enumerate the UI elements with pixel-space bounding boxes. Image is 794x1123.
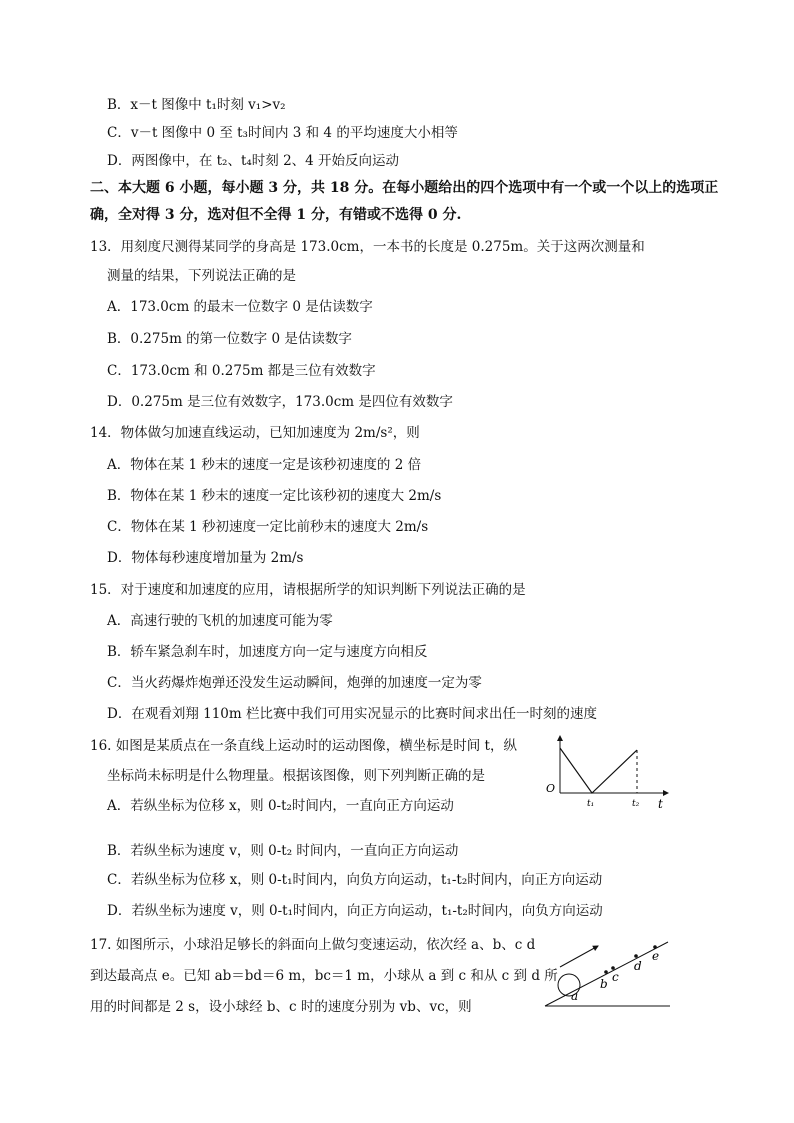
q15-option-d: D．在观看刘翔 110m 栏比赛中我们可用实况显示的比赛时间求出任一时刻的速度 — [107, 706, 597, 722]
point-d — [634, 954, 638, 958]
graph-line — [560, 748, 637, 793]
t1-label: t₁ — [587, 799, 595, 809]
q14-stem: 14．物体做匀加速直线运动，已知加速度为 2m/s²，则 — [90, 425, 420, 441]
section-heading-line1: 二、本大题 6 小题，每小题 3 分，共 18 分。在每小题给出的四个选项中有一个或一个以上的选项正 — [90, 180, 719, 196]
q15-option-b: B．轿车紧急刹车时，加速度方向一定与速度方向相反 — [107, 644, 428, 660]
q13-option-d: D．0.275m 是三位有效数字，173.0cm 是四位有效数字 — [107, 394, 453, 410]
t-axis-label: t — [658, 797, 663, 811]
q15-stem: 15．对于速度和加速度的应用，请根据所学的知识判断下列说法正确的是 — [90, 582, 526, 598]
q16-stem-line1: 16. 如图是某质点在一条直线上运动时的运动图像，横坐标是时间 t，纵 — [90, 738, 517, 754]
q17-stem-line1: 17. 如图所示，小球沿足够长的斜面向上做匀变速运动，依次经 a、b、c d — [90, 937, 536, 953]
q13-option-b: B．0.275m 的第一位数字 0 是估读数字 — [107, 331, 352, 347]
q16-option-a: A．若纵坐标为位移 x，则 0-t₂时间内，一直向正方向运动 — [107, 798, 454, 814]
q16-option-d: D．若纵坐标为速度 v，则 0-t₁时间内，向正方向运动，t₁-t₂时间内，向负方向运动 — [107, 903, 603, 919]
q13-option-a: A．173.0cm 的最末一位数字 0 是估读数字 — [107, 299, 373, 315]
motion-arrow — [560, 946, 598, 967]
point-b — [604, 970, 608, 974]
option-d-prev: D．两图像中，在 t₂、t₄时刻 2、4 开始反向运动 — [107, 153, 400, 169]
label-d: d — [634, 959, 642, 973]
q17-stem-line3: 用的时间都是 2 s，设小球经 b、c 时的速度分别为 vb、vc，则 — [90, 999, 472, 1015]
q13-option-c: C．173.0cm 和 0.275m 都是三位有效数字 — [107, 363, 376, 379]
label-c: c — [612, 970, 619, 984]
option-c-prev: C．v－t 图像中 0 至 t₃时间内 3 和 4 的平均速度大小相等 — [107, 125, 458, 141]
q14-option-a: A．物体在某 1 秒末的速度一定是该秒初速度的 2 倍 — [107, 457, 422, 473]
q14-option-b: B．物体在某 1 秒末的速度一定比该秒初的速度大 2m/s — [107, 488, 442, 504]
origin-label: O — [546, 782, 556, 795]
q17-incline-figure — [540, 930, 675, 1012]
label-e: e — [652, 949, 660, 963]
q16-stem-line2: 坐标尚未标明是什么物理量。根据该图像，则下列判断正确的是 — [107, 768, 485, 784]
incline-line — [545, 942, 668, 1006]
q14-option-c: C．物体在某 1 秒初速度一定比前秒末的速度大 2m/s — [107, 519, 429, 535]
q13-stem-line1: 13．用刻度尺测得某同学的身高是 173.0cm，一本书的长度是 0.275m。关于这两次测量和 — [90, 239, 645, 255]
label-b: b — [600, 977, 608, 991]
q16-option-b: B．若纵坐标为速度 v，则 0-t₂ 时间内，一直向正方向运动 — [107, 843, 459, 859]
q16-motion-graph — [540, 728, 675, 813]
section-heading-line2: 确，全对得 3 分，选对但不全得 1 分，有错或不选得 0 分. — [90, 207, 462, 223]
q13-stem-line2: 测量的结果，下列说法正确的是 — [107, 268, 296, 284]
label-a: a — [571, 989, 579, 1003]
q15-option-a: A．高速行驶的飞机的加速度可能为零 — [107, 613, 333, 629]
q16-option-c: C．若纵坐标为位移 x，则 0-t₁时间内，向负方向运动，t₁-t₂时间内，向正方向运动 — [107, 872, 603, 888]
q15-option-c: C．当火药爆炸炮弹还没发生运动瞬间，炮弹的加速度一定为零 — [107, 675, 482, 691]
q14-option-d: D．物体每秒速度增加量为 2m/s — [107, 550, 304, 566]
q17-stem-line2: 到达最高点 e。已知 ab＝bd＝6 m，bc＝1 m，小球从 a 到 c 和从 c 到 d 所 — [90, 968, 558, 984]
option-b-prev: B．x－t 图像中 t₁时刻 v₁>v₂ — [107, 97, 286, 113]
t2-label: t₂ — [632, 799, 640, 809]
